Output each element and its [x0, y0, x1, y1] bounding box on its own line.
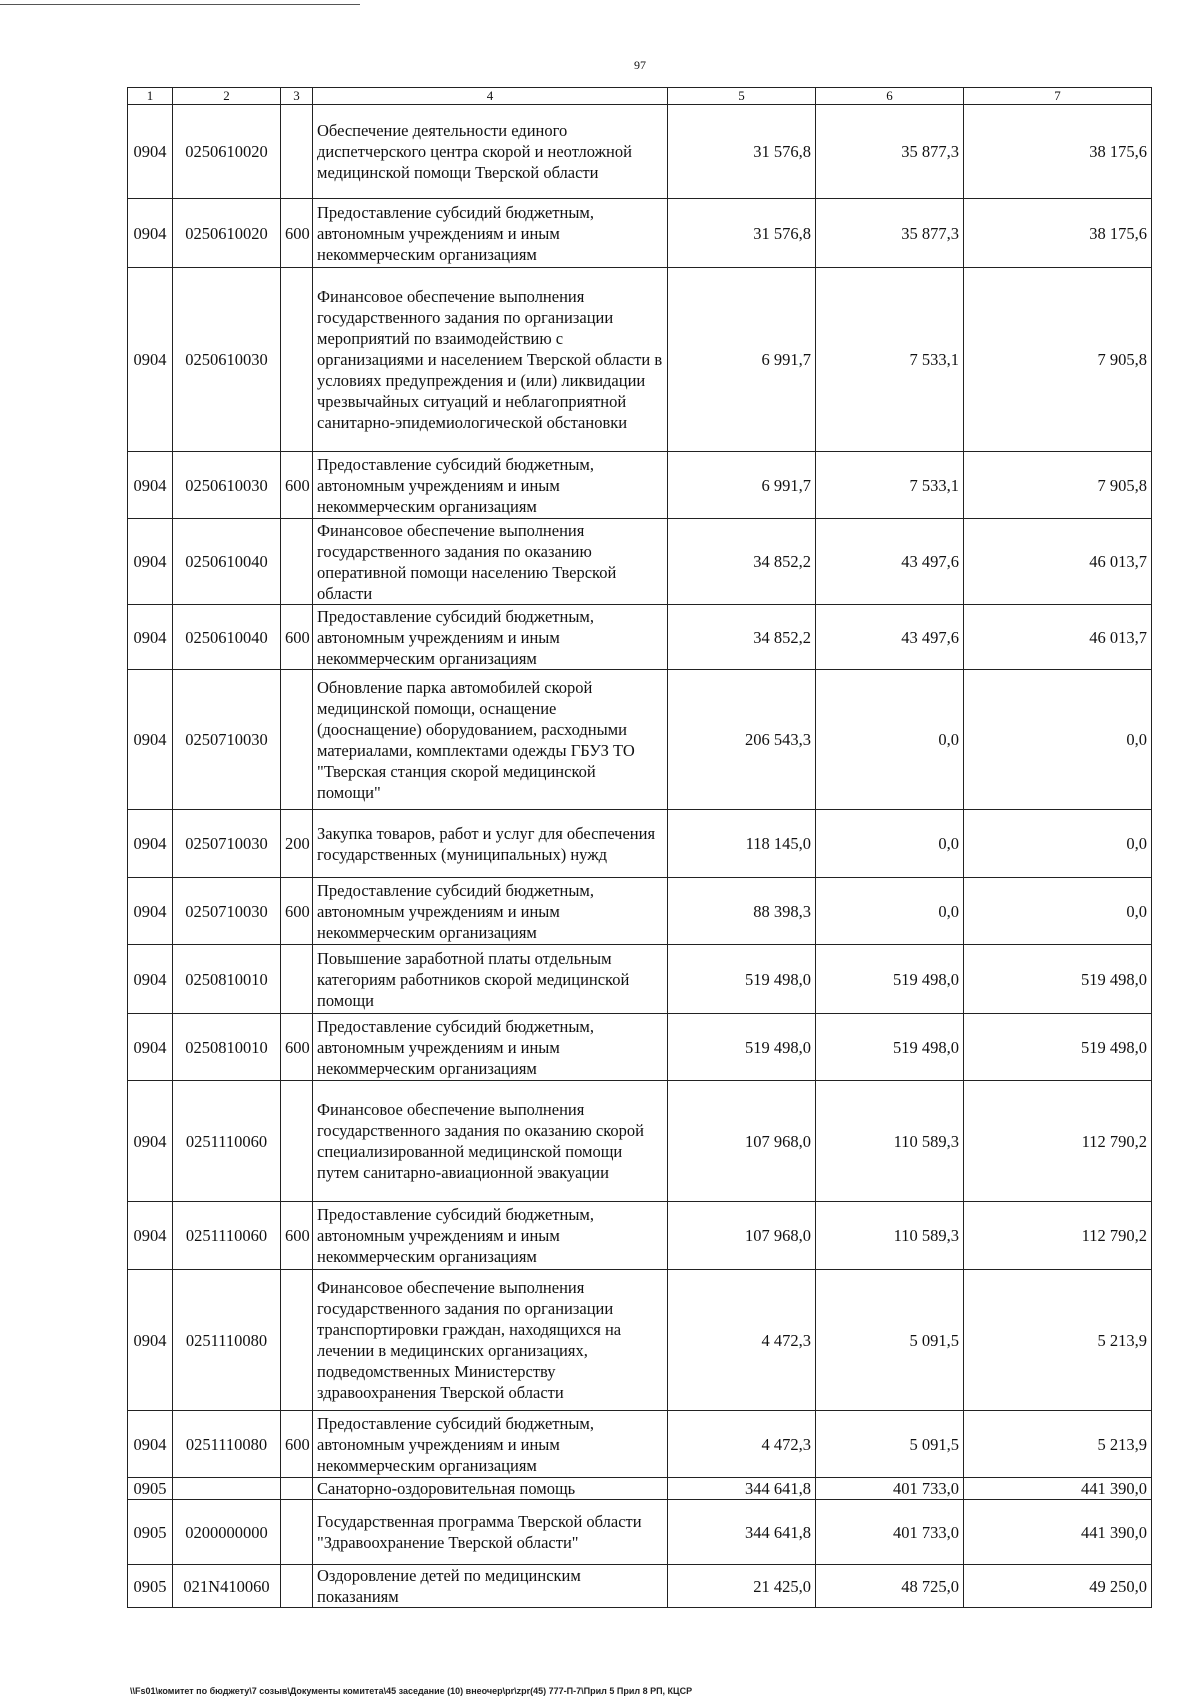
cell-c1: 0904 [128, 945, 173, 1014]
cell-c7: 519 498,0 [964, 945, 1152, 1014]
cell-c5: 34 852,2 [668, 519, 816, 605]
table-row [128, 268, 1152, 452]
cell-c5: 4 472,3 [668, 1411, 816, 1478]
cell-c2: 0250710030 [173, 810, 281, 878]
cell-c7: 49 250,0 [964, 1565, 1152, 1608]
column-header: 5 [668, 88, 816, 105]
column-header: 4 [313, 88, 668, 105]
cell-c1: 0904 [128, 1014, 173, 1081]
table-row [128, 519, 1152, 605]
cell-c7: 441 390,0 [964, 1478, 1152, 1500]
column-header: 6 [816, 88, 964, 105]
file-path-footer: \\Fs01\комитет по бюджету\7 созыв\Документы комитета\45 заседание (10) внеочер\pr\zpr(45) 777-П-7\Прил 5 Прил 8 РП, КЦСР [130, 1686, 693, 1696]
cell-c4: Финансовое обеспечение выполнения государственного задания по оказанию скорой специализированной медицинской помощи путем санитарно-авиационной эвакуации [313, 1081, 668, 1202]
cell-c3 [281, 670, 313, 810]
cell-c6: 0,0 [816, 670, 964, 810]
cell-c4: Обновление парка автомобилей скорой медицинской помощи, оснащение (дооснащение) оборудованием, расходными материалами, комплектами одежды ГБУЗ ТО "Тверская станция скорой медицинской помощи" [313, 670, 668, 810]
cell-c5: 31 576,8 [668, 199, 816, 268]
column-header: 2 [173, 88, 281, 105]
table-row [128, 945, 1152, 1014]
column-header-row [128, 88, 1152, 105]
cell-c1: 0904 [128, 199, 173, 268]
cell-c5: 344 641,8 [668, 1500, 816, 1565]
cell-c5: 34 852,2 [668, 605, 816, 670]
cell-c1: 0904 [128, 519, 173, 605]
table-row [128, 1081, 1152, 1202]
cell-c7: 5 213,9 [964, 1270, 1152, 1411]
cell-c5: 107 968,0 [668, 1202, 816, 1270]
cell-c3: 600 [281, 1014, 313, 1081]
cell-c7: 112 790,2 [964, 1202, 1152, 1270]
cell-c3 [281, 519, 313, 605]
cell-c3: 600 [281, 1202, 313, 1270]
cell-c6: 0,0 [816, 810, 964, 878]
cell-c4: Обеспечение деятельности единого диспетчерского центра скорой и неотложной медицинской помощи Тверской области [313, 105, 668, 199]
cell-c4: Государственная программа Тверской области "Здравоохранение Тверской области" [313, 1500, 668, 1565]
table-row [128, 1202, 1152, 1270]
page-number: 97 [634, 58, 646, 72]
cell-c5: 6 991,7 [668, 268, 816, 452]
cell-c1: 0904 [128, 670, 173, 810]
cell-c5: 519 498,0 [668, 945, 816, 1014]
cell-c2: 0251110060 [173, 1081, 281, 1202]
cell-c6: 7 533,1 [816, 268, 964, 452]
cell-c5: 21 425,0 [668, 1565, 816, 1608]
cell-c1: 0904 [128, 105, 173, 199]
cell-c7: 7 905,8 [964, 268, 1152, 452]
cell-c2: 0250810010 [173, 1014, 281, 1081]
cell-c5: 519 498,0 [668, 1014, 816, 1081]
cell-c6: 48 725,0 [816, 1565, 964, 1608]
cell-c7: 0,0 [964, 810, 1152, 878]
cell-c3: 600 [281, 878, 313, 945]
cell-c7: 5 213,9 [964, 1411, 1152, 1478]
cell-c1: 0905 [128, 1478, 173, 1500]
cell-c3 [281, 1565, 313, 1608]
cell-c1: 0905 [128, 1500, 173, 1565]
cell-c5: 118 145,0 [668, 810, 816, 878]
cell-c4: Предоставление субсидий бюджетным, автономным учреждениям и иным некоммерческим организациям [313, 878, 668, 945]
cell-c7: 7 905,8 [964, 452, 1152, 519]
cell-c2: 0250710030 [173, 878, 281, 945]
cell-c1: 0904 [128, 1270, 173, 1411]
cell-c1: 0904 [128, 605, 173, 670]
cell-c3 [281, 1081, 313, 1202]
table-row [128, 1478, 1152, 1500]
cell-c2: 0251110060 [173, 1202, 281, 1270]
cell-c3: 600 [281, 452, 313, 519]
cell-c4: Закупка товаров, работ и услуг для обеспечения государственных (муниципальных) нужд [313, 810, 668, 878]
cell-c5: 344 641,8 [668, 1478, 816, 1500]
cell-c4: Предоставление субсидий бюджетным, автономным учреждениям и иным некоммерческим организациям [313, 199, 668, 268]
cell-c5: 6 991,7 [668, 452, 816, 519]
table-row [128, 670, 1152, 810]
cell-c6: 43 497,6 [816, 605, 964, 670]
cell-c2 [173, 1478, 281, 1500]
cell-c1: 0904 [128, 878, 173, 945]
cell-c6: 7 533,1 [816, 452, 964, 519]
cell-c1: 0904 [128, 268, 173, 452]
cell-c7: 519 498,0 [964, 1014, 1152, 1081]
cell-c1: 0904 [128, 452, 173, 519]
cell-c2: 0251110080 [173, 1411, 281, 1478]
cell-c2: 0250610030 [173, 268, 281, 452]
cell-c2: 0251110080 [173, 1270, 281, 1411]
cell-c2: 0200000000 [173, 1500, 281, 1565]
table-row [128, 605, 1152, 670]
cell-c3 [281, 105, 313, 199]
cell-c4: Предоставление субсидий бюджетным, автономным учреждениям и иным некоммерческим организациям [313, 605, 668, 670]
cell-c7: 38 175,6 [964, 199, 1152, 268]
column-header: 7 [964, 88, 1152, 105]
cell-c2: 0250610040 [173, 519, 281, 605]
cell-c3: 600 [281, 605, 313, 670]
table-row [128, 452, 1152, 519]
cell-c4: Предоставление субсидий бюджетным, автономным учреждениям и иным некоммерческим организациям [313, 1411, 668, 1478]
cell-c4: Финансовое обеспечение выполнения государственного задания по организации мероприятий по взаимодействию с организациями и населением Тверской области в условиях предупреждения и (или) ликвидации чрезвычайных ситуаций и неблагоприятной санитарно-эпидемиологической обстановки [313, 268, 668, 452]
cell-c3: 200 [281, 810, 313, 878]
cell-c4: Финансовое обеспечение выполнения государственного задания по организации транспортировки граждан, находящихся на лечении в медицинских организациях, подведомственных Министерству здравоохранения Тверской области [313, 1270, 668, 1411]
cell-c6: 43 497,6 [816, 519, 964, 605]
cell-c3 [281, 1270, 313, 1411]
cell-c7: 0,0 [964, 878, 1152, 945]
cell-c6: 110 589,3 [816, 1081, 964, 1202]
cell-c6: 35 877,3 [816, 105, 964, 199]
cell-c3 [281, 268, 313, 452]
table-row [128, 810, 1152, 878]
cell-c2: 0250610030 [173, 452, 281, 519]
table-row [128, 1565, 1152, 1608]
cell-c6: 401 733,0 [816, 1500, 964, 1565]
column-header: 1 [128, 88, 173, 105]
cell-c7: 0,0 [964, 670, 1152, 810]
cell-c4: Оздоровление детей по медицинским показаниям [313, 1565, 668, 1608]
cell-c1: 0904 [128, 1081, 173, 1202]
cell-c4: Финансовое обеспечение выполнения государственного задания по оказанию оперативной помощи населению Тверской области [313, 519, 668, 605]
cell-c4: Предоставление субсидий бюджетным, автономным учреждениям и иным некоммерческим организациям [313, 1202, 668, 1270]
table-row [128, 199, 1152, 268]
cell-c1: 0904 [128, 810, 173, 878]
cell-c5: 4 472,3 [668, 1270, 816, 1411]
cell-c2: 0250710030 [173, 670, 281, 810]
cell-c1: 0904 [128, 1411, 173, 1478]
cell-c5: 107 968,0 [668, 1081, 816, 1202]
cell-c1: 0905 [128, 1565, 173, 1608]
table-row [128, 105, 1152, 199]
cell-c2: 0250610020 [173, 105, 281, 199]
cell-c3 [281, 1500, 313, 1565]
cell-c2: 0250610040 [173, 605, 281, 670]
table-row [128, 1014, 1152, 1081]
table-row [128, 1270, 1152, 1411]
table-row [128, 878, 1152, 945]
cell-c7: 441 390,0 [964, 1500, 1152, 1565]
cell-c4: Санаторно-оздоровительная помощь [313, 1478, 668, 1500]
cell-c6: 5 091,5 [816, 1411, 964, 1478]
cell-c7: 112 790,2 [964, 1081, 1152, 1202]
cell-c6: 519 498,0 [816, 945, 964, 1014]
cell-c3 [281, 1478, 313, 1500]
cell-c7: 46 013,7 [964, 605, 1152, 670]
cell-c2: 0250610020 [173, 199, 281, 268]
cell-c3: 600 [281, 199, 313, 268]
cell-c4: Предоставление субсидий бюджетным, автономным учреждениям и иным некоммерческим организациям [313, 452, 668, 519]
cell-c2: 021N410060 [173, 1565, 281, 1608]
cell-c6: 35 877,3 [816, 199, 964, 268]
top-rule [0, 4, 360, 5]
cell-c4: Повышение заработной платы отдельным категориям работников скорой медицинской помощи [313, 945, 668, 1014]
cell-c3 [281, 945, 313, 1014]
cell-c6: 519 498,0 [816, 1014, 964, 1081]
cell-c5: 206 543,3 [668, 670, 816, 810]
table-row [128, 1411, 1152, 1478]
cell-c6: 0,0 [816, 878, 964, 945]
budget-table [127, 87, 1152, 1608]
cell-c6: 5 091,5 [816, 1270, 964, 1411]
cell-c3: 600 [281, 1411, 313, 1478]
cell-c5: 31 576,8 [668, 105, 816, 199]
column-header: 3 [281, 88, 313, 105]
cell-c1: 0904 [128, 1202, 173, 1270]
cell-c4: Предоставление субсидий бюджетным, автономным учреждениям и иным некоммерческим организациям [313, 1014, 668, 1081]
cell-c2: 0250810010 [173, 945, 281, 1014]
cell-c6: 401 733,0 [816, 1478, 964, 1500]
cell-c5: 88 398,3 [668, 878, 816, 945]
table-row [128, 1500, 1152, 1565]
cell-c7: 38 175,6 [964, 105, 1152, 199]
cell-c6: 110 589,3 [816, 1202, 964, 1270]
cell-c7: 46 013,7 [964, 519, 1152, 605]
